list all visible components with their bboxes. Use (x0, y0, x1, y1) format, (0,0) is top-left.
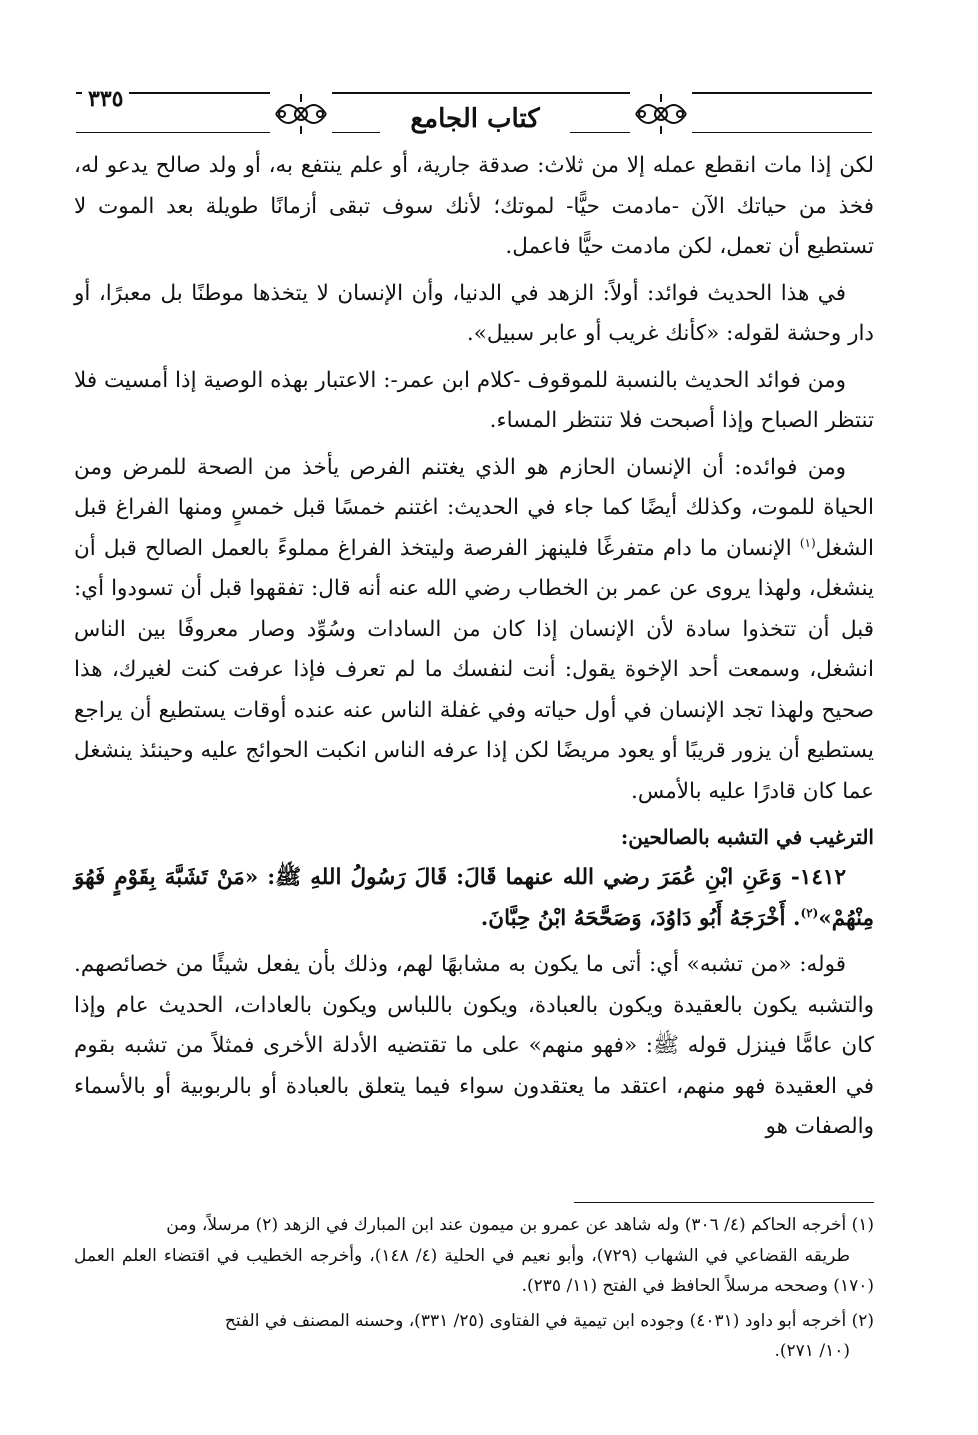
footnote-ref-2[interactable]: (٢) (800, 905, 819, 920)
hadith-text (74, 858, 874, 939)
footnote-1 (74, 1210, 874, 1302)
paragraph-1: لكن إذا مات انقطع عمله إلا من ثلاث: صدقة جارية، أو علم ينتفع به، أو ولد صالح يدعو له، فخذ من حياتك الآن -مادمت حيًّا- لموتك؛ لأنك سوف تبقى أزمانًا طويلة بعد الموت لا تستطيع أن تعمل، لكن مادمت حيًّا فاعمل. (74, 153, 874, 259)
footnote-2 (74, 1306, 874, 1367)
section-heading: الترغيب في التشبه بالصالحين: (620, 825, 874, 849)
paragraph-4-part-a: ومن فوائده: أن الإنسان الحازم هو الذي يغتنم الفرص يأخذ من الصحة للمرض ومن الحياة للموت، وكذلك أيضًا كما جاء في الحديث: اغتنم خمسًا قبل خمسٍ ومنها الفراغ قبل الشغل (74, 454, 874, 561)
footnote-2-line1: (٢) أخرجه أبو داود (٤٠٣١) وجوده ابن تيمية في الفتاوى (٢٥/ ٣٣١)، وحسنه المصنف في الفتح (224, 1310, 874, 1331)
footnote-2-rest: (١٠/ ٢٧١). (774, 1341, 850, 1361)
footnote-ref-1[interactable]: (١) (799, 535, 816, 550)
hadith-part-b: . أَخْرَجَهُ أَبُو دَاوُدَ، وَصَحَّحَهُ ابْنُ حِبَّانَ. (480, 905, 801, 931)
hadith-part-a: ١٤١٢- وَعَنِ ابْنِ عُمَرَ رضي الله عنهما قَالَ: قَالَ رَسُولُ اللهِ ﷺ: «مَنْ تَشَبَّهَ بِقَوْمٍ فَهُوَ مِنْهُمْ» (74, 865, 874, 931)
paragraph-4 (74, 448, 874, 813)
footnote-separator (574, 1202, 874, 1203)
page-number: ٣٣٥ (82, 86, 129, 112)
main-text (74, 146, 874, 1154)
paragraph-3: ومن فوائد الحديث بالنسبة للموقوف -كلام ابن عمر-: الاعتبار بهذه الوصية إذا أمسيت فلا تنتظر الصباح وإذا أصبحت فلا تنتظر المساء. (74, 367, 874, 433)
footnotes (74, 1210, 874, 1371)
ornament-left-icon (270, 88, 332, 140)
paragraph-5: قوله: «من تشبه» أي: أتى ما يكون به مشابهًا لهم، وذلك بأن يفعل شيئًا من خصائصهم. والتشبه يكون بالعقيدة ويكون بالعبادة، ويكون باللباس ويكون بالعادات، الحديث عام وإذا كان عامًّا فينزل قوله ﷺ: «فهو منهم» على ما تقتضيه الأدلة الأخرى فمثلاً من تشبه بقوم في العقيدة فهو منهم، اعتقد ما يعتقدون سواء فيما يتعلق بالعبادة أو بالربوبية أو بالأسماء والصفات هو (74, 952, 874, 1139)
header-rule-top (76, 92, 872, 94)
footnote-1-rest: طريقه القضاعي في الشهاب (٧٢٩)، وأبو نعيم في الحلية (٤/ ١٤٨)، وأخرجه الخطيب في اقتضاء العلم العمل (١٧٠) وصححه مرسلاً الحافظ في الفتح (١١/ ٢٣٥). (74, 1245, 874, 1296)
ornament-right-icon (630, 88, 692, 140)
footnote-1-line1: (١) أخرجه الحاكم (٤/ ٣٠٦) وله شاهد عن عمرو بن ميمون عند ابن المبارك في الزهد (٢) مرسلاً، ومن (166, 1215, 874, 1235)
book-title: كتاب الجامع (380, 104, 570, 134)
paragraph-2: في هذا الحديث فوائد: أولاً: الزهد في الدنيا، وأن الإنسان لا يتخذها موطنًا بل معبرًا، أو دار وحشة لقوله: «كأنك غريب أو عابر سبيل». (74, 280, 874, 346)
paragraph-4-part-b: الإنسان ما دام متفرغًا فلينهز الفرصة وليتخذ الفراغ مملوءً بالعمل الصالح قبل أن ينشغل، ولهذا يروى عن عمر بن الخطاب رضي الله عنه أنه قال: تفقهوا قبل أن تسودوا أي: قبل أن تتخذوا سادة لأن الإنسان إذا كان من السادات وسُوِّد وصار معروفًا بين الناس انشغل، وسمعت أحد الإخوة يقول: أنت لنفسك ما لم تعرف فإذا عرفت كنت لغيرك، هذا صحيح ولهذا تجد الإنسان في أول حياته وفي غفلة الناس عنه عنده أوقات يستطيع أن يراجع يستطيع أن يزور قريبًا أو يعود مريضًا لكن إذا عرفه الناس انكبت الحوائج عليه وحينئذ ينشغل عما كان قادرًا عليه بالأمس. (74, 535, 874, 804)
